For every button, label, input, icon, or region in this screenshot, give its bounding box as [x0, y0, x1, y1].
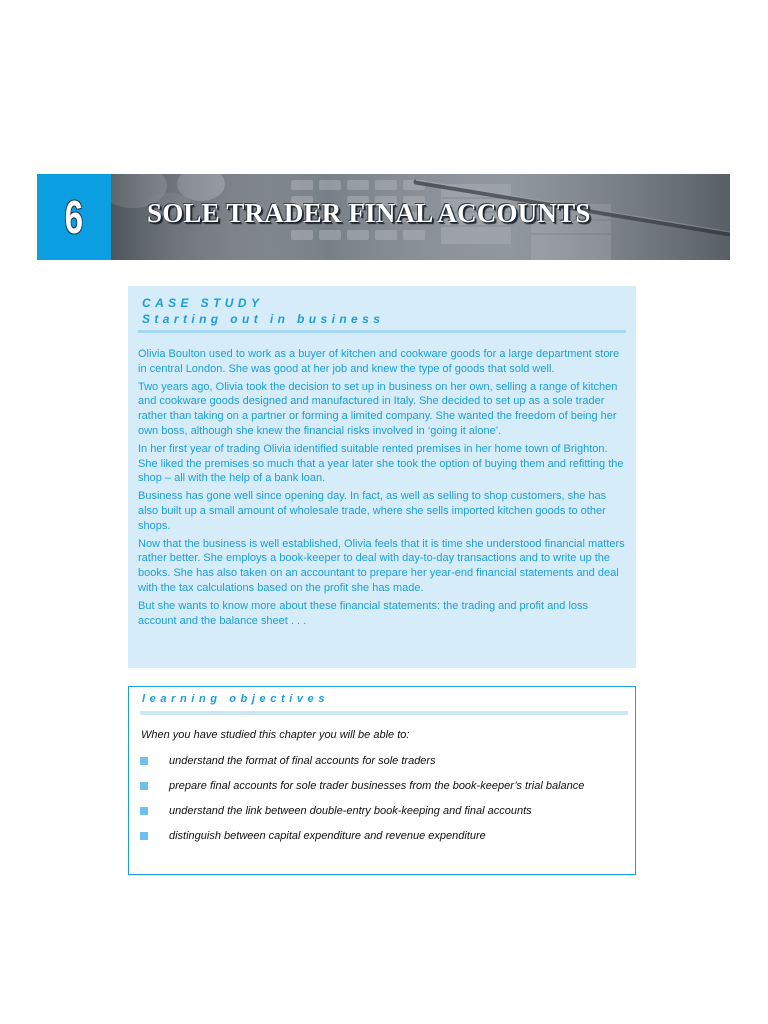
square-bullet-icon: [140, 832, 148, 840]
objective-text: distinguish between capital expenditure and revenue expenditure: [169, 830, 486, 842]
learning-objectives-panel: [128, 686, 636, 875]
chapter-number: 6: [64, 191, 84, 243]
case-study-panel: [128, 286, 636, 668]
case-study-paragraph: Two years ago, Olivia took the decision to set up in business on her own, selling a range of kitchen and cookware goods designed and manufactured in Italy. She decided to set up as a sole trader rather than taking on a partner or forming a limited company. She wanted the freedom of being her own boss, although she knew the financial risks involved in ‘going it alone’.: [138, 380, 618, 437]
case-study-paragraph: Business has gone well since opening day. In fact, as well as selling to shop customers, she has also built up a small amount of wholesale trade, where she sells imported kitchen goods to other shops.: [138, 490, 607, 532]
case-study-subtitle: Starting out in business: [142, 311, 385, 326]
chapter-title: SOLE TRADER FINAL ACCOUNTS: [147, 198, 591, 228]
objective-text: understand the link between double-entry book-keeping and final accounts: [169, 805, 532, 817]
learning-objectives-divider: [140, 711, 628, 715]
case-study-divider: [138, 330, 626, 333]
objective-text: understand the format of final accounts for sole traders: [169, 755, 436, 767]
case-study-paragraph: In her first year of trading Olivia identified suitable rented premises in her home town of Brighton. She liked the premises so much that a year later she took the option of buying them and refitting the shop – all with the help of a bank loan.: [138, 442, 624, 485]
case-study-paragraph: Olivia Boulton used to work as a buyer of kitchen and cookware goods for a large department store in central London. She was good at her job and knew the type of goods that sold well.: [138, 348, 620, 375]
square-bullet-icon: [140, 757, 148, 765]
case-study-heading: [142, 296, 384, 327]
objective-text: prepare final accounts for sole trader businesses from the book-keeper’s trial balance: [169, 780, 585, 792]
case-study-paragraph: But she wants to know more about these financial statements: the trading and profit and loss account and the balance sheet . . .: [138, 599, 589, 627]
case-study-body: [138, 347, 628, 631]
case-study-paragraph: Now that the business is well established, Olivia feels that it is time she understood financial matters rather better. She employs a book-keeper to deal with day-to-day transactions and to write up the books. She has also taken on an accountant to prepare her year-end financial statements and deal with the tax calculations based on the profit she has made.: [138, 537, 625, 594]
case-study-label: CASE STUDY: [142, 296, 264, 310]
learning-objectives-title: learning objectives: [142, 693, 330, 705]
chapter-number-box: [37, 174, 111, 260]
square-bullet-icon: [140, 807, 148, 815]
learning-objectives-intro: When you have studied this chapter you will be able to:: [141, 729, 410, 741]
square-bullet-icon: [140, 782, 148, 790]
chapter-banner: [111, 174, 730, 260]
